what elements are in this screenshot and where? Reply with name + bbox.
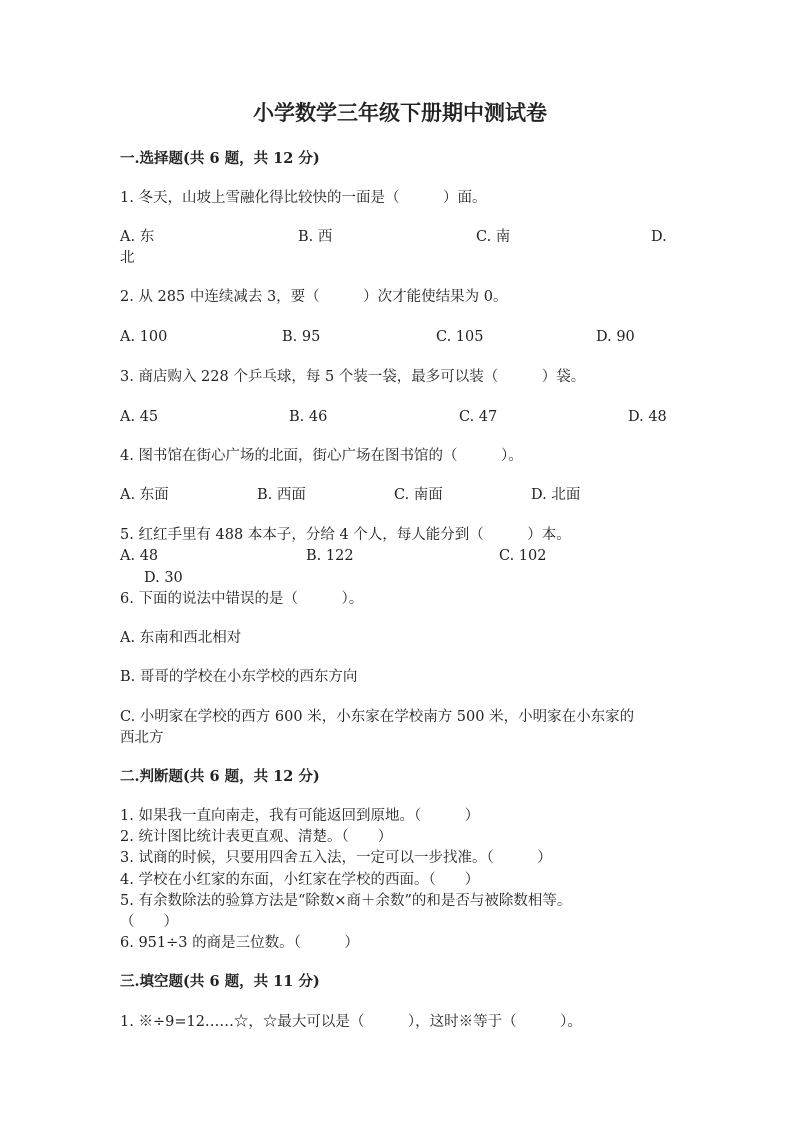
- option-a: A. 东: [120, 229, 155, 245]
- list-item: 6. 951÷3 的商是三位数。（ ）: [120, 935, 359, 951]
- question-stem: 2. 从 285 中连续减去 3，要（ ）次才能使结果为 0。: [120, 289, 508, 305]
- option-a: A. 东面: [120, 487, 169, 503]
- question-stem: 6. 下面的说法中错误的是（ ）。: [120, 591, 364, 607]
- option-c: C. 102: [499, 548, 547, 564]
- question-stem: 3. 商店购入 228 个乒乓球，每 5 个装一袋，最多可以装（ ）袋。: [120, 369, 586, 385]
- section-heading-judge: 二.判断题(共 6 题，共 12 分): [120, 768, 320, 785]
- option-b: B. 西面: [257, 487, 306, 503]
- option-c-continued: 西北方: [120, 730, 164, 746]
- section-heading-choice: 一.选择题(共 6 题，共 12 分): [120, 150, 320, 167]
- option-c: C. 南: [476, 229, 511, 245]
- option-d-continued: 北: [120, 250, 135, 266]
- option-b: B. 95: [282, 329, 321, 345]
- list-item: 3. 试商的时候，只要用四舍五入法，一定可以一步找准。（ ）: [120, 850, 552, 866]
- list-item: 1. 如果我一直向南走，我有可能返回到原地。（ ）: [120, 808, 480, 824]
- option-b: B. 46: [289, 409, 328, 425]
- question-stem: 4. 图书馆在街心广场的北面，街心广场在图书馆的（ ）。: [120, 448, 523, 464]
- option-d: D. 48: [628, 409, 667, 425]
- option-a: A. 48: [120, 548, 159, 564]
- option-a: A. 45: [120, 409, 159, 425]
- list-item: 2. 统计图比统计表更直观、清楚。（ ）: [120, 829, 393, 845]
- option-b: B. 西: [298, 229, 333, 245]
- option-a: A. 100: [120, 329, 168, 345]
- option-d: D.: [651, 229, 667, 245]
- option-d: D. 30: [144, 570, 183, 586]
- question-stem: 5. 红红手里有 488 本本子，分给 4 个人，每人能分到（ ）本。: [120, 527, 571, 543]
- option-d: D. 北面: [531, 487, 581, 503]
- section-heading-fill: 三.填空题(共 6 题，共 11 分): [120, 973, 320, 990]
- option-c: C. 小明家在学校的西方 600 米，小东家在学校南方 500 米，小明家在小东家的: [120, 709, 635, 725]
- list-item: 5. 有余数除法的验算方法是“除数×商＋余数”的和是否与被除数相等。: [120, 893, 572, 909]
- list-item-continued: （ ）: [120, 914, 178, 930]
- page-title: 小学数学三年级下册期中测试卷: [253, 100, 547, 125]
- option-c: C. 105: [436, 329, 484, 345]
- option-c: C. 47: [459, 409, 498, 425]
- option-d: D. 90: [596, 329, 635, 345]
- option-b: B. 122: [306, 548, 354, 564]
- question-stem: 1. 冬天，山坡上雪融化得比较快的一面是（ ）面。: [120, 190, 487, 206]
- option-b: B. 哥哥的学校在小东学校的西东方向: [120, 669, 358, 685]
- option-a: A. 东南和西北相对: [120, 630, 242, 646]
- option-c: C. 南面: [394, 487, 443, 503]
- question-stem: 1. ※÷9=12……☆，☆最大可以是（ ），这时※等于（ ）。: [120, 1014, 582, 1030]
- list-item: 4. 学校在小红家的东面，小红家在学校的西面。（ ）: [120, 872, 480, 888]
